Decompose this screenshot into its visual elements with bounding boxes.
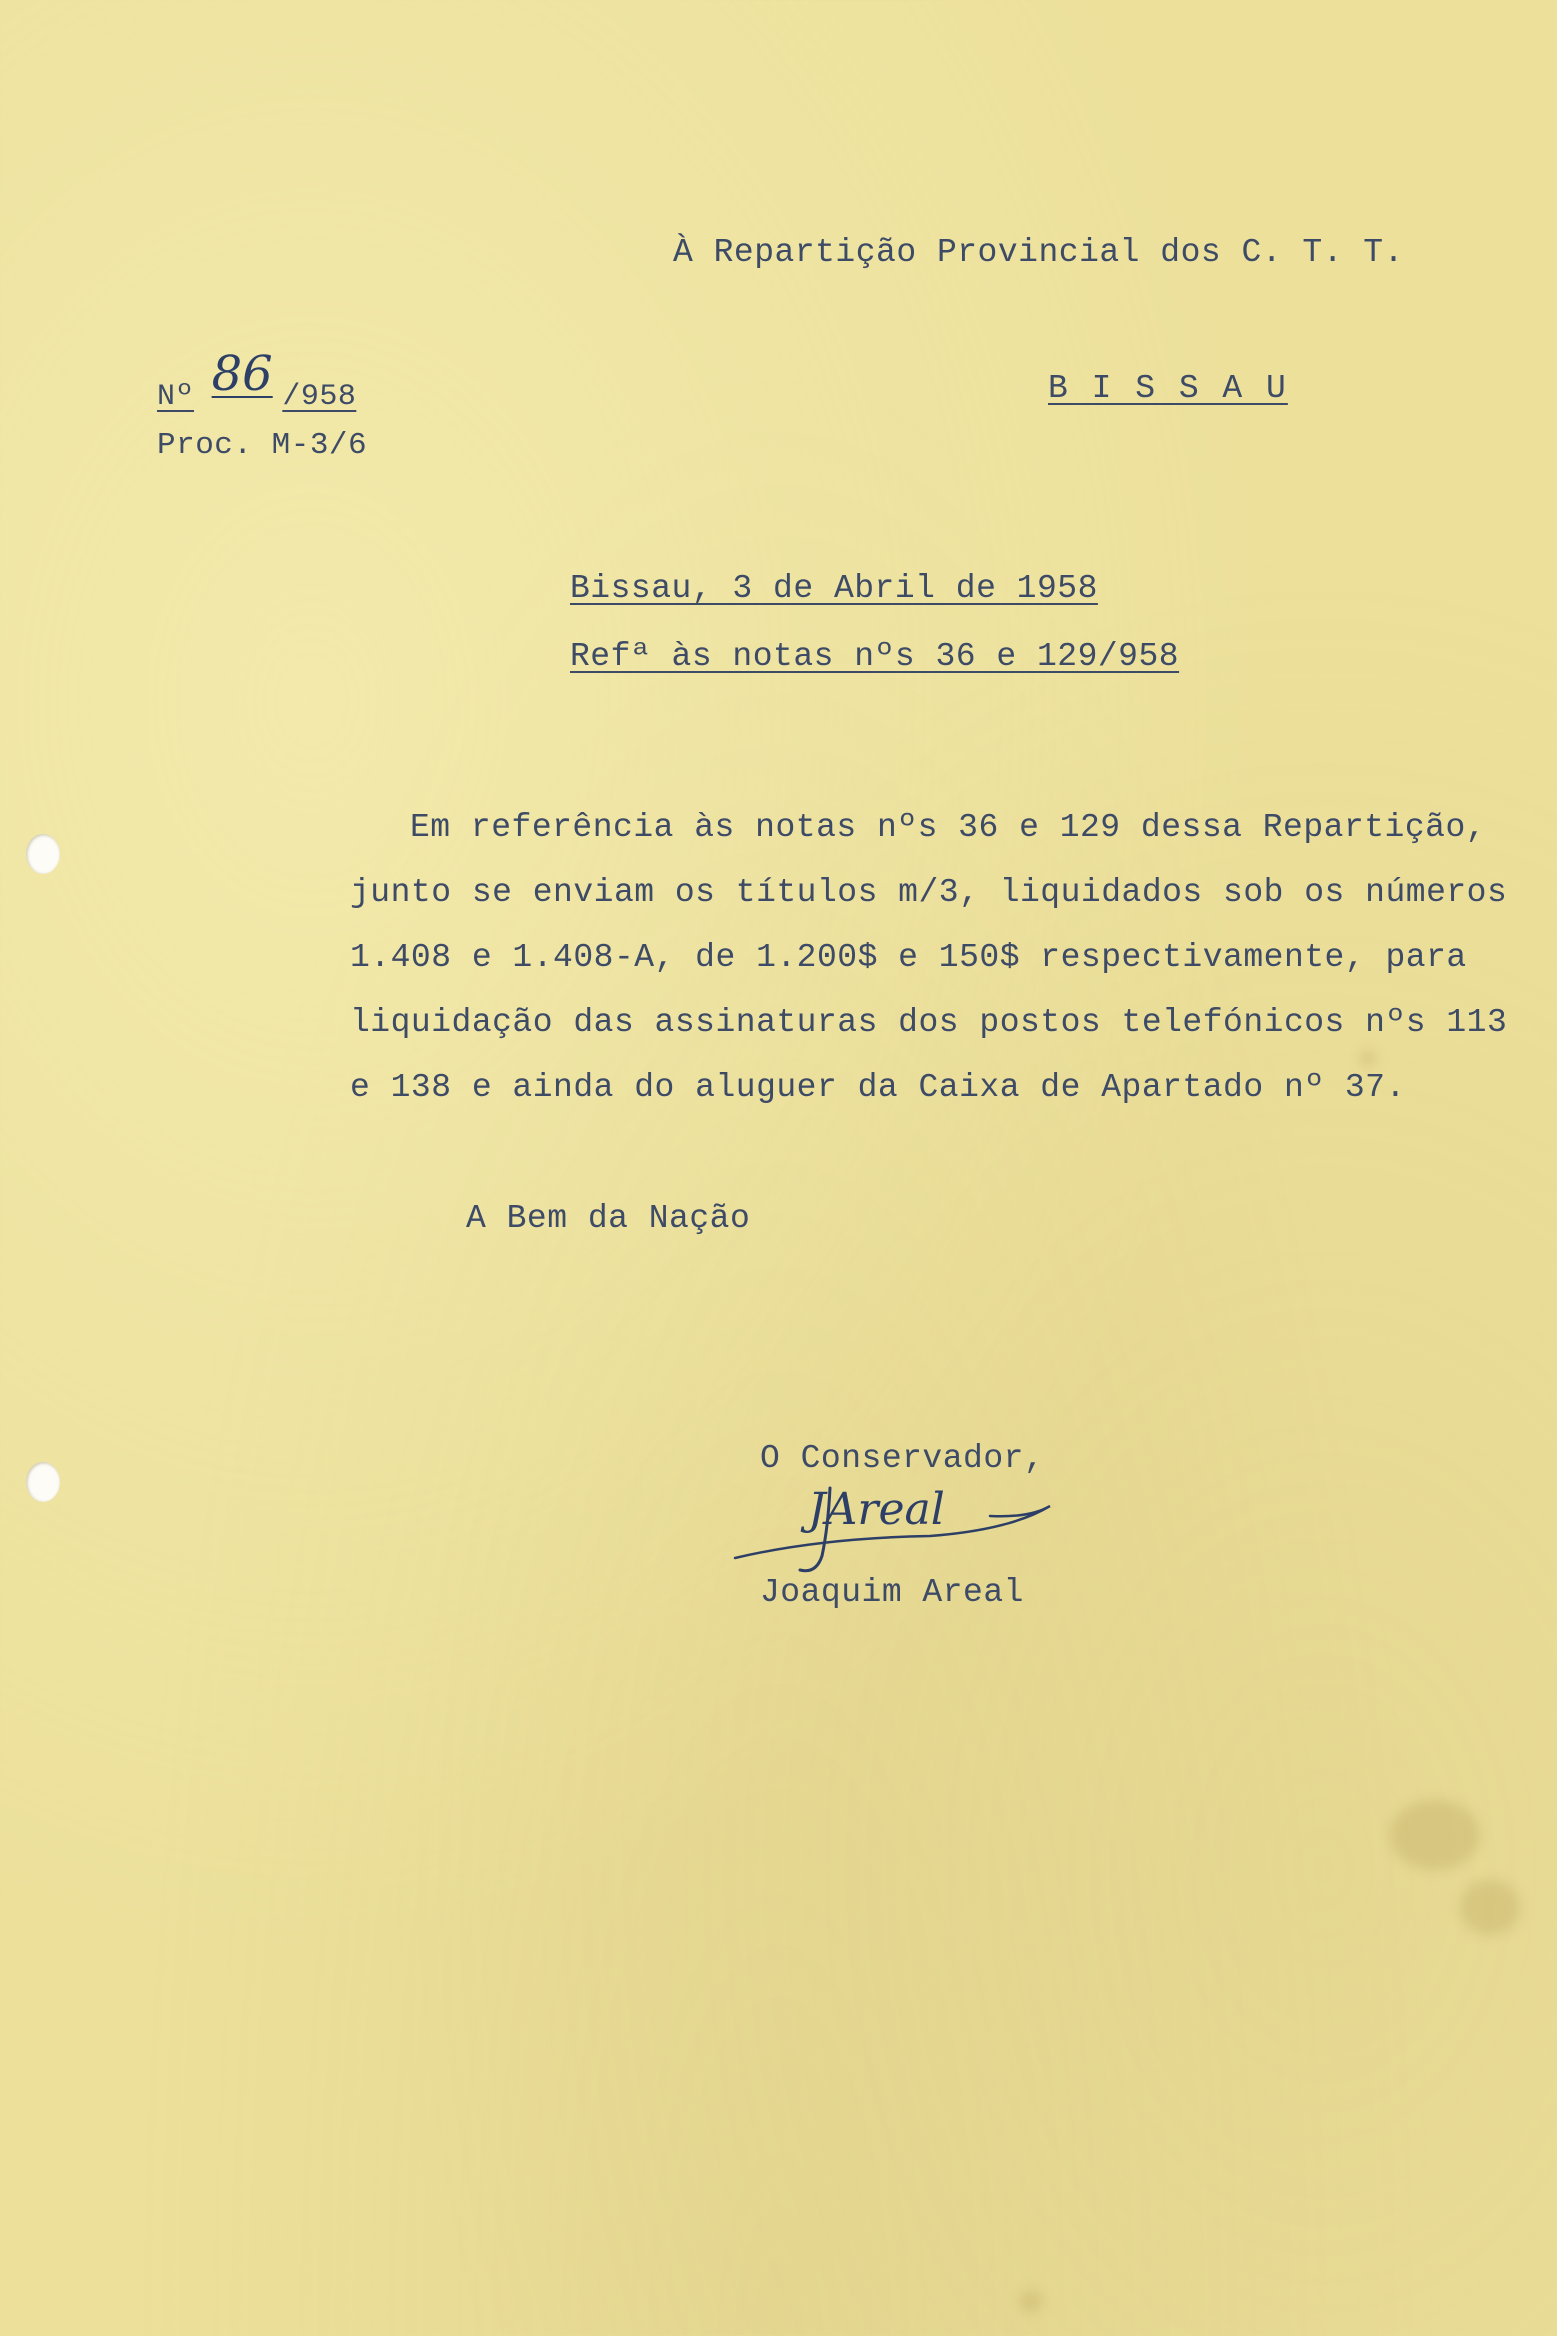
body-line: e 138 e ainda do aluguer da Caixa de Apartado nº 37. <box>350 1069 1406 1106</box>
signature-title: O Conservador, <box>760 1440 1045 1477</box>
city-line: B I S S A U <box>1048 370 1288 407</box>
body-line: liquidação das assinaturas dos postos telefónicos nºs 113 <box>350 1004 1508 1041</box>
body-line: 1.408 e 1.408-A, de 1.200$ e 150$ respectivamente, para <box>350 939 1467 976</box>
reference-number-prefix: Nº <box>157 380 195 414</box>
process-reference: Proc. M-3/6 <box>157 428 368 463</box>
punch-hole-bottom <box>26 1462 60 1502</box>
addressee-line: À Repartição Provincial dos C. T. T. <box>673 234 1404 271</box>
paper-stain <box>1460 1880 1520 1935</box>
reference-number <box>157 340 357 414</box>
date-line: Bissau, 3 de Abril de 1958 <box>570 570 1098 607</box>
closing-salutation: A Bem da Nação <box>466 1200 751 1237</box>
reference-number-handwritten: 86 <box>211 346 273 402</box>
punch-hole-top <box>26 834 60 874</box>
body-line: Em referência às notas nºs 36 e 129 dessa Repartição, <box>410 809 1487 846</box>
subject-line: Refª às notas nºs 36 e 129/958 <box>570 638 1180 675</box>
body-paragraph <box>350 795 1507 1120</box>
paper-stain <box>1020 2290 1042 2312</box>
paper-stain <box>1390 1800 1480 1870</box>
body-line: junto se enviam os títulos m/3, liquidados sob os números <box>350 874 1508 911</box>
handwritten-signature <box>730 1478 1070 1588</box>
reference-number-suffix: /958 <box>282 380 357 414</box>
signatory-name: Joaquim Areal <box>760 1574 1024 1611</box>
signature-mark: JAreal <box>808 1484 945 1535</box>
